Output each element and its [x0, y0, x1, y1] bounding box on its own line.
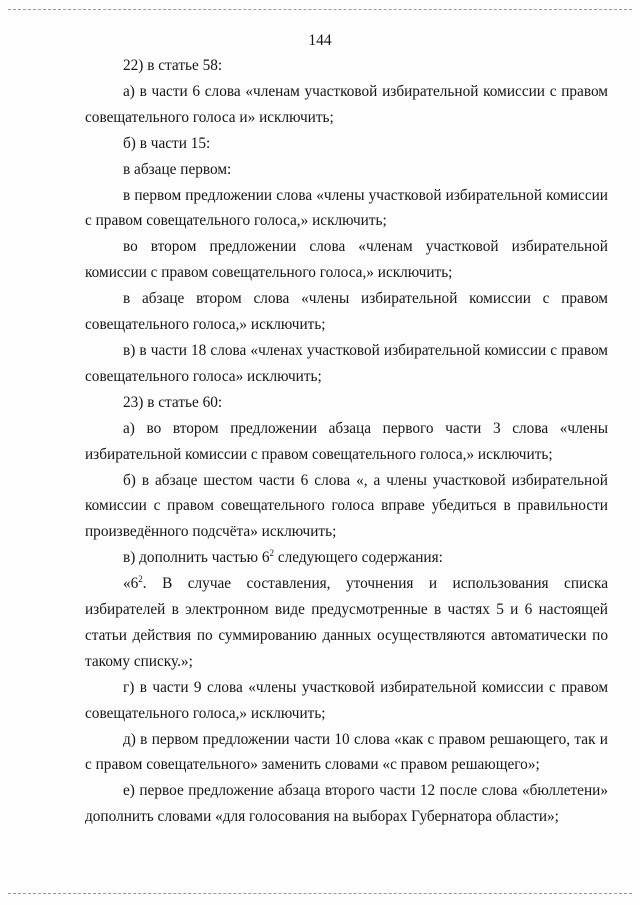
scan-edge-top: [8, 9, 632, 10]
paragraph: в абзаце первом:: [123, 160, 232, 178]
paragraph: во втором предложении слова «членам участковой избирательной комиссии с правом совещательного голоса,» исключить;: [85, 238, 608, 282]
paragraph: а) в части 6 слова «членам участковой избирательной комиссии с правом совещательного голоса и» исключить;: [85, 82, 608, 126]
scan-edge-bottom: [8, 893, 632, 894]
paragraph: б) в абзаце шестом части 6 слова «, а члены участковой избирательной комиссии с правом совещательного голоса вправе убедиться в правильности произведённого подсчёта» исключить;: [85, 471, 608, 541]
paragraph: е) первое предложение абзаца второго части 12 после слова «бюллетени» дополнить словами «для голосования на выборах Губернатора области»;: [85, 782, 608, 826]
paragraph: в первом предложении слова «члены участковой избирательной комиссии с правом совещательного голоса,» исключить;: [85, 186, 608, 230]
paragraph: в абзаце втором слова «члены избирательной комиссии с правом совещательного голоса,» исключить;: [85, 290, 608, 334]
page-number: 144: [308, 32, 332, 49]
paragraph: [85, 571, 608, 675]
paragraph-text: в) дополнить частью 6: [123, 549, 270, 567]
paragraph: 22) в статье 58:: [123, 57, 223, 74]
paragraph: д) в первом предложении части 10 слова «как с правом решающего, так и с правом совещательного» заменить словами «с правом решающего»;: [85, 730, 608, 774]
paragraph-text: . В случае составления, уточнения и использования списка избирателей в электронном виде предусмотренные в частях 5 и 6 настоящей статьи действия по суммированию данных осуществляются автоматически по такому списку.»;: [85, 575, 608, 670]
paragraph: г) в части 9 слова «члены участковой избирательной комиссии с правом совещательного голоса,» исключить;: [85, 678, 608, 722]
document-body: [85, 53, 608, 830]
paragraph: 23) в статье 60:: [123, 393, 223, 411]
paragraph: в) в части 18 слова «членах участковой избирательной комиссии с правом совещательного голоса» исключить;: [85, 341, 608, 385]
paragraph: а) во втором предложении абзаца первого части 3 слова «члены избирательной комиссии с правом совещательного голоса,» исключить;: [85, 419, 608, 463]
superscript: 2: [138, 574, 143, 585]
superscript: 2: [269, 548, 275, 559]
paragraph: [85, 545, 608, 571]
paragraph-text: следующего содержания:: [274, 549, 443, 567]
paragraph: б) в части 15:: [123, 134, 211, 152]
paragraph-text: «6: [123, 575, 139, 593]
